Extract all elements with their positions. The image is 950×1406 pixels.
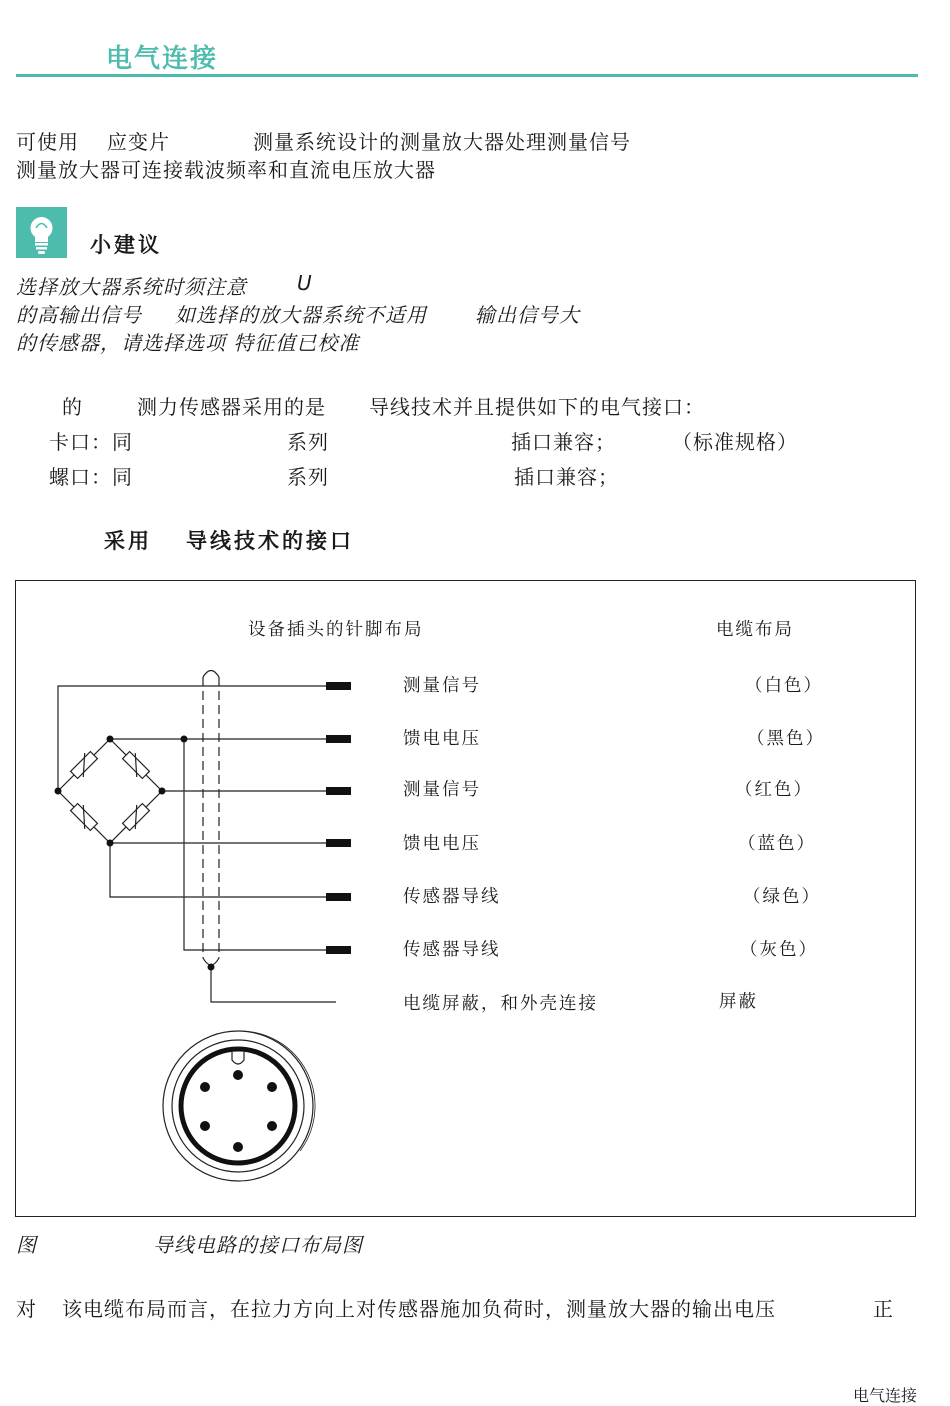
shield-label: 电缆屏蔽，和外壳连接 [403,994,598,1014]
page-footer: 电气连接 [852,1386,917,1405]
closing-b: 该电缆布局而言，在拉力方向上对传感器施加负荷时，测量放大器的输出电压 [62,1297,776,1321]
intro-line1-a: 可使用 [16,130,79,154]
tech-line1-a: 的 [62,395,83,419]
tech-row1-std: （标准规格） [672,430,798,454]
tip-line1-b: U [297,271,313,295]
pin-label: 馈电电压 [403,834,481,854]
pin-color: （黑色） [747,729,825,749]
pin-color: （绿色） [743,887,821,907]
cable-layout-header: 电缆布局 [716,620,794,640]
tech-row2-compat: 插口兼容； [514,465,619,489]
tip-line2-a: 的高输出信号 [16,303,142,327]
section-heading-b: 导线技术的接口 [186,529,354,553]
pin-label: 测量信号 [403,780,481,800]
intro-line1-c: 测量系统设计的测量放大器处理测量信号 [253,130,631,154]
pin-color: （白色） [745,676,823,696]
tech-row1-series: 系列 [287,430,329,454]
figure-caption: 导线电路的接口布局图 [153,1233,363,1257]
tech-row2-type: 螺口：同 [49,465,133,489]
page-title: 电气连接 [106,44,219,74]
tip-line3: 的传感器，请选择选项 特征值已校准 [16,331,360,355]
tech-row1-type: 卡口：同 [49,430,133,454]
tip-line1-a: 选择放大器系统时须注意 [16,275,247,299]
tip-line2-b: 如选择的放大器系统不适用 [175,303,427,327]
intro-line1-b: 应变片 [107,130,170,154]
closing-a: 对 [16,1297,37,1321]
section-heading-a: 采用 [104,529,152,553]
pin-label: 馈电电压 [403,729,481,749]
figure-prefix: 图 [16,1233,37,1257]
pin-label: 测量信号 [403,676,481,696]
tip-label: 小建议 [90,233,162,257]
tech-line1-c: 导线技术并且提供如下的电气接口： [369,395,705,419]
tip-line2-c: 输出信号大 [475,303,580,327]
tech-row2-series: 系列 [287,465,329,489]
shield-color: 屏蔽 [719,992,758,1012]
pin-label: 传感器导线 [403,940,501,960]
pin-color: （灰色） [740,940,818,960]
pin-color: （蓝色） [738,834,816,854]
tech-row1-compat: 插口兼容； [511,430,616,454]
pin-label: 传感器导线 [403,887,501,907]
tech-line1-b: 测力传感器采用的是 [137,395,326,419]
pin-color: （红色） [735,780,813,800]
intro-line2: 测量放大器可连接载波频率和直流电压放大器 [16,158,436,182]
closing-c: 正 [873,1297,894,1321]
pin-layout-header: 设备插头的针脚布局 [248,620,424,640]
